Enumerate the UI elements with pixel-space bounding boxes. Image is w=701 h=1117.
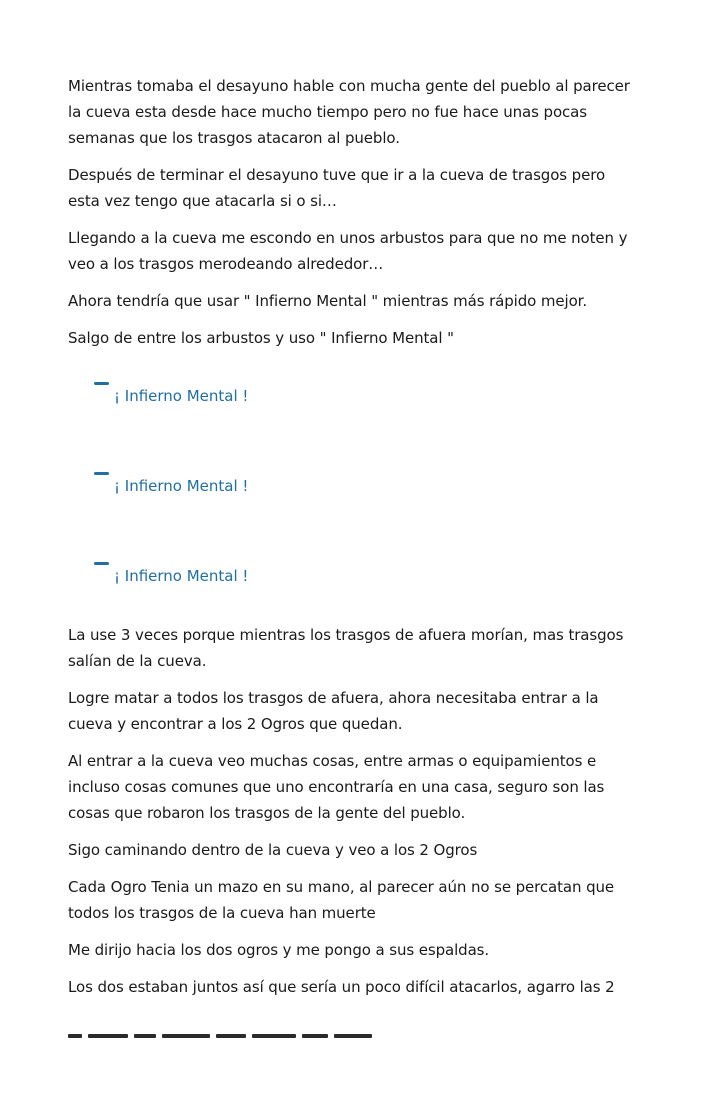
spell-line [68,456,638,546]
cut-off-line [68,1031,398,1039]
paragraph: Ahora tendría que usar " Infierno Mental " mientras más rápido mejor. [68,292,588,310]
paragraph: Sigo caminando dentro de la cueva y veo a los 2 Ogros [68,841,478,859]
spell-text: ¡ Infierno Mental ! [114,477,249,495]
dash-icon [94,562,109,565]
spell-text: ¡ Infierno Mental ! [114,567,249,585]
paragraph: Logre matar a todos los trasgos de afuera, ahora necesitaba entrar a la cueva y encontrar a los 2 Ogros que quedan. [68,689,599,733]
document-body [68,73,638,1039]
paragraph: Salgo de entre los arbustos y uso " Infierno Mental " [68,329,454,347]
spell-list [68,366,638,636]
paragraph: Los dos estaban juntos así que sería un poco difícil atacarlos, agarro las 2 [68,978,615,996]
paragraph: Me dirijo hacia los dos ogros y me pongo a sus espaldas. [68,941,490,959]
paragraph: Mientras tomaba el desayuno hable con mucha gente del pueblo al parecer la cueva esta desde hace mucho tiempo pero no fue hace unas pocas semanas que los trasgos atacaron al pueblo. [68,77,630,147]
paragraph: Después de terminar el desayuno tuve que ir a la cueva de trasgos pero esta vez tengo que atacarla si o si… [68,166,606,210]
paragraph: Cada Ogro Tenia un mazo en su mano, al parecer aún no se percatan que todos los trasgos de la cueva han muerte [68,878,615,922]
dash-icon [94,382,109,385]
paragraph: Llegando a la cueva me escondo en unos arbustos para que no me noten y veo a los trasgos merodeando alrededor… [68,229,628,273]
paragraph: La use 3 veces porque mientras los trasgos de afuera morían, mas trasgos salían de la cueva. [68,626,624,670]
paragraph: Al entrar a la cueva veo muchas cosas, entre armas o equipamientos e incluso cosas comunes que uno encontraría en una casa, seguro son las cosas que robaron los trasgos de la gente del pueblo. [68,752,605,822]
dash-icon [94,472,109,475]
spell-text: ¡ Infierno Mental ! [114,387,249,405]
spell-line [68,366,638,456]
spell-line [68,546,638,636]
